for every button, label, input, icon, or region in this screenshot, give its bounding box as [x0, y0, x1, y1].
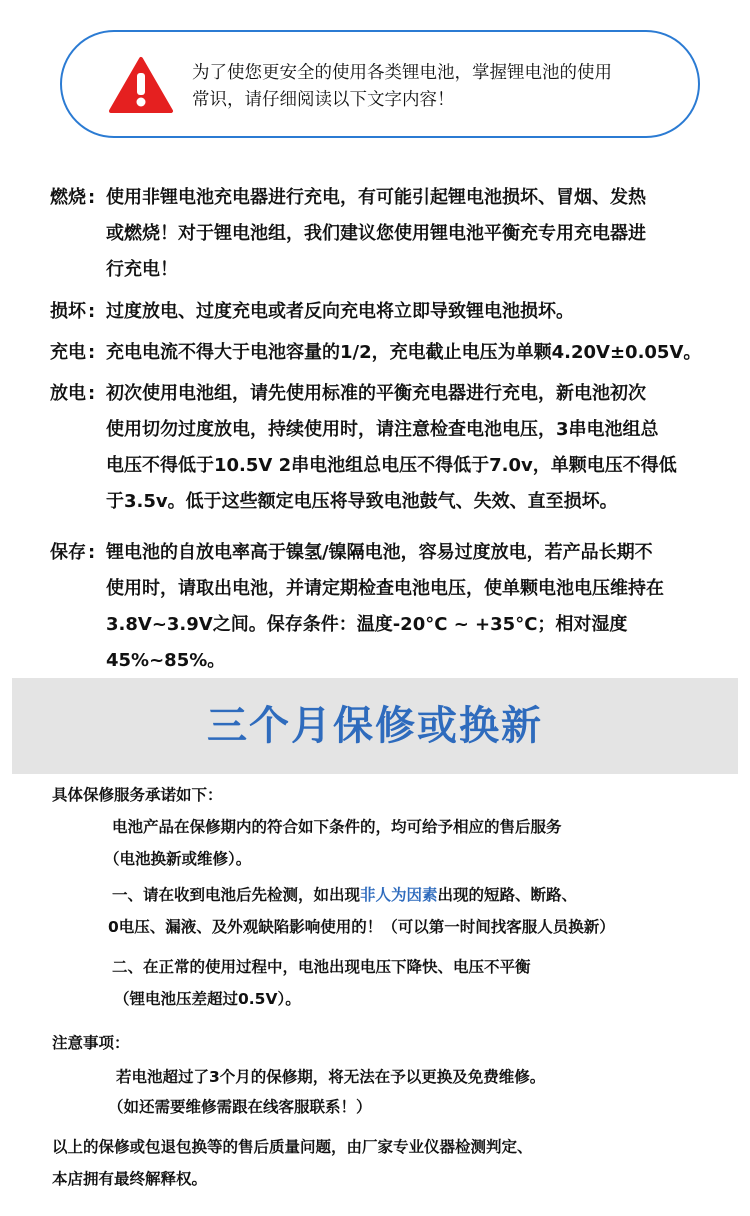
- section-label: 损坏: [50, 301, 86, 322]
- section-line: 初次使用电池组，请先使用标准的平衡充电器进行充电，新电池初次: [106, 383, 646, 404]
- section-line: 过度放电、过度充电或者反向充电将立即导致锂电池损坏。: [106, 301, 574, 322]
- section-line: 或燃烧！对于锂电池组，我们建议您使用锂电池平衡充专用充电器进: [106, 223, 646, 244]
- section-line: 电压不得低于10.5V 2串电池组总电压不得低于7.0v，单颗电压不得低: [106, 455, 677, 476]
- footer-line: 本店拥有最终解释权。: [52, 1170, 208, 1188]
- section-label: 燃烧: [50, 187, 86, 208]
- section-damage: [50, 294, 710, 330]
- section-colon: :: [88, 383, 96, 404]
- warranty-intro-line: （电池换新或维修）。: [104, 850, 252, 868]
- notes-heading: 注意事项：: [52, 1034, 130, 1052]
- warranty-intro-line: 电池产品在保修期内的符合如下条件的，均可给予相应的售后服务: [112, 818, 562, 836]
- section-line: 使用切勿过度放电，持续使用时，请注意检查电池电压，3串电池组总: [106, 419, 659, 440]
- section-colon: :: [88, 301, 96, 322]
- notes-line: （如还需要维修需跟在线客服联系！）: [108, 1098, 372, 1116]
- warranty-banner: [12, 678, 738, 774]
- section-colon: :: [88, 542, 96, 563]
- section-colon: :: [88, 187, 96, 208]
- warranty-item-1: [112, 880, 577, 910]
- section-line: 3.8V~3.9V之间。保存条件：温度-20°C ~ +35°C；相对湿度45%~85%。: [106, 614, 628, 671]
- section-storage: [50, 535, 710, 679]
- warning-triangle-icon: [108, 56, 174, 114]
- section-line: 锂电池的自放电率高于镍氢/镍隔电池，容易过度放电，若产品长期不: [106, 542, 653, 563]
- section-discharge: [50, 376, 710, 520]
- section-line: 使用时，请取出电池，并请定期检查电池电压，使单颗电池电压维持在: [106, 578, 664, 599]
- section-label: 保存: [50, 542, 86, 563]
- warranty-item-1-line2: 0电压、漏液、及外观缺陷影响使用的！（可以第一时间找客服人员换新）: [108, 918, 615, 936]
- section-burn: [50, 180, 710, 288]
- section-line: 行充电！: [106, 259, 178, 280]
- banner-title: 三个月保修或换新: [207, 703, 543, 749]
- warranty-heading: 具体保修服务承诺如下：: [52, 786, 223, 804]
- warranty-item-2-line2: （锂电池压差超过0.5V）。: [114, 990, 301, 1008]
- notes-line: 若电池超过了3个月的保修期，将无法在予以更换及免费维修。: [116, 1068, 546, 1086]
- section-line: 使用非锂电池充电器进行充电，有可能引起锂电池损坏、冒烟、发热: [106, 187, 646, 208]
- notice-box: [60, 30, 700, 138]
- section-colon: :: [88, 342, 96, 363]
- section-label: 放电: [50, 383, 86, 404]
- item1-suffix: 出现的短路、断路、: [437, 886, 578, 904]
- section-label: 充电: [50, 342, 86, 363]
- notice-text: [192, 60, 682, 114]
- footer-line: 以上的保修或包退包换等的售后质量问题，由厂家专业仪器检测判定、: [52, 1138, 533, 1156]
- section-charge: [50, 335, 710, 371]
- warranty-item-2: 二、在正常的使用过程中，电池出现电压下降快、电压不平衡: [112, 958, 531, 976]
- section-line: 于3.5v。低于这些额定电压将导致电池鼓气、失效、直至损坏。: [106, 491, 618, 512]
- section-line: 充电电流不得大于电池容量的1/2，充电截止电压为单颗4.20V±0.05V。: [106, 342, 702, 363]
- item1-highlight: 非人为因素: [360, 886, 438, 904]
- item1-prefix: 一、请在收到电池后先检测，如出现: [112, 886, 361, 904]
- notice-line: 常识，请仔细阅读以下文字内容！: [192, 90, 455, 110]
- notice-line: 为了使您更安全的使用各类锂电池，掌握锂电池的使用: [192, 63, 612, 83]
